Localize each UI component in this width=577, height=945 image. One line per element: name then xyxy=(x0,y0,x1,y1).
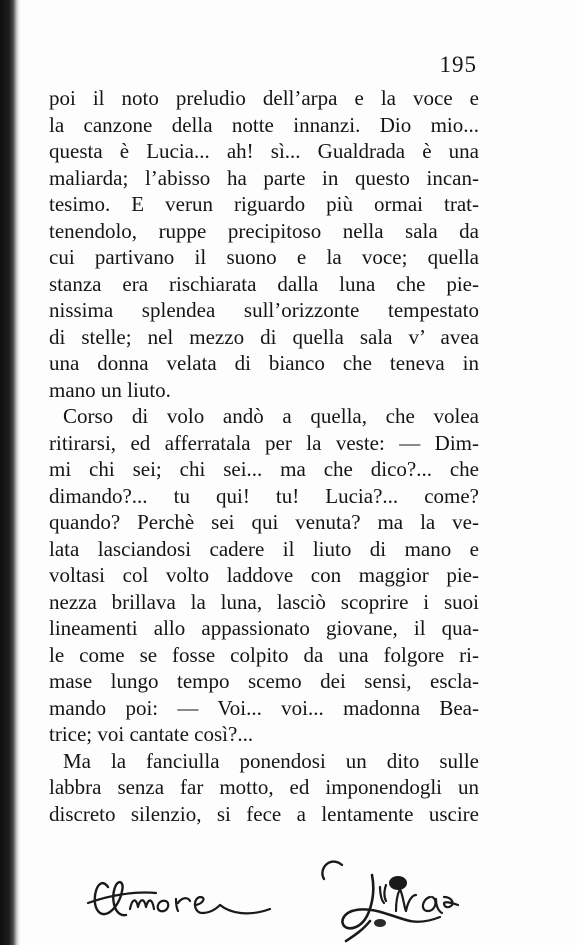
text-line: mando poi: — Voi... voi... madonna Bea- xyxy=(49,695,479,720)
handwritten-inscription xyxy=(80,825,540,945)
text-line: lineamenti allo appassionato giovane, il qua- xyxy=(49,616,479,640)
text-line: le come se fosse colpito da una folgore ri- xyxy=(49,642,479,667)
text-line: nezza brillava la luna, lasciò scoprire i suoi xyxy=(49,589,479,614)
text-line: mase lungo tempo scemo dei sensi, escla- xyxy=(49,669,479,693)
text-line: tenendolo, ruppe precipitoso nella sala da xyxy=(49,218,479,243)
text-line: una donna velata di bianco che teneva in xyxy=(49,351,479,375)
text-line: di stelle; nel mezzo di quella sala v’ avea xyxy=(49,324,479,349)
text-line: la canzone della notte innanzi. Dio mio... xyxy=(49,112,479,137)
text-line: lata lasciandosi cadere il liuto di mano e xyxy=(49,536,479,561)
book-binding-edge xyxy=(0,0,20,945)
text-line: trice; voi cantate così?... xyxy=(49,722,254,746)
text-line: tesimo. E verun riguardo più ormai trat- xyxy=(49,192,479,216)
text-line: voltasi col volto laddove con maggior pie- xyxy=(49,563,479,587)
text-line: discreto silenzio, si fece a lentamente uscire xyxy=(49,801,479,826)
text-line: labbra senza far motto, ed imponendogli un xyxy=(49,775,479,799)
text-line: poi il noto preludio dell’arpa e la voce e xyxy=(49,86,479,110)
text-line: nissima splendea sull’orizzonte tempestato xyxy=(49,298,479,322)
text-line: cui partivano il suono e la voce; quella xyxy=(49,245,479,269)
body-text xyxy=(49,85,479,827)
text-line: questa è Lucia... ah! sì... Gualdrada è una xyxy=(49,139,479,163)
handwriting-drawing xyxy=(80,825,540,945)
text-line: stanza era rischiarata dalla luna che pie- xyxy=(49,271,479,296)
paragraph-start-line: Ma la fanciulla ponendosi un dito sulle xyxy=(63,748,479,773)
page-number: 195 xyxy=(439,52,477,77)
text-line: maliarda; l’abisso ha parte in questo incan- xyxy=(49,165,479,190)
text-line: dimando?... tu qui! tu! Lucia?... come? xyxy=(49,483,479,508)
paragraph-start-line: Corso di volo andò a quella, che volea xyxy=(63,404,479,428)
text-line: mano un liuto. xyxy=(49,377,171,402)
text-line: mi chi sei; chi sei... ma che dico?... che xyxy=(49,457,479,481)
text-line: ritirarsi, ed afferratala per la veste: — Dim- xyxy=(49,430,479,455)
text-line: quando? Perchè sei qui venuta? ma la ve- xyxy=(49,510,479,534)
